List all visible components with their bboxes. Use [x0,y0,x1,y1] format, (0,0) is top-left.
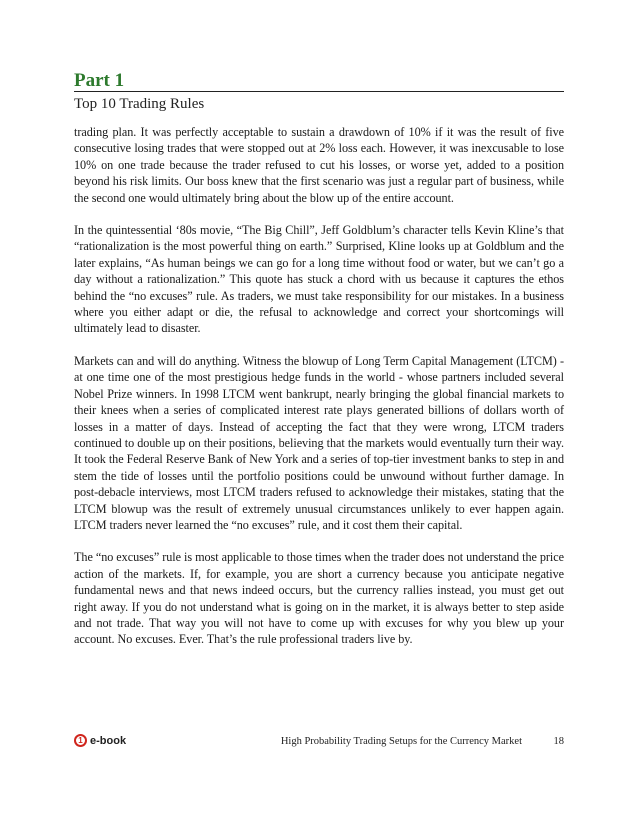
paragraph: The “no excuses” rule is most applicable to those times when the trader does not understand the price action of the markets. If, for example, you are short a currency because you anticipate negative fundamental news and that news indeed occurs, but the currency rallies instead, you must get out right away. If you do not understand what is going on in the market, it is always better to step aside and not trade. That way you will not have to come up with excuses for why you blew up your account. No excuses. Ever. That’s the rule professional traders live by. [74,550,564,647]
ebook-logo-text: e-book [90,734,127,747]
chapter-title: Top 10 Trading Rules [74,96,205,112]
page-header [74,71,564,113]
paragraph: In the quintessential ‘80s movie, “The Big Chill”, Jeff Goldblum’s character tells Kevin Kline’s that “rationalization is the most powerful thing on earth.” Surprised, Kline looks up at Goldblum and the later explains, “As human beings we can go for a long time without food or water, but we can’t go a day without a rationalization.” This quote has stuck a chord with us because it captures the ethos behind the “no excuses” rule. As traders, we must take responsibility for our mistakes. In a business where you either adapt or die, the refusal to acknowledge and correct your shortcomings will ultimately lead to disaster. [74,223,564,336]
book-title: High Probability Trading Setups for the Currency Market [280,736,522,747]
body-text [74,124,564,664]
part-title: Part 1 [74,70,125,91]
paragraph: trading plan. It was perfectly acceptable to sustain a drawdown of 10% if it was the result of five consecutive losing trades that were stopped out at 2% loss each. However, it was inexcusable to lose 10% on one trade because the trader refused to cut his losses, or worse yet, added to a position beyond his risk limits. Our boss knew that the first scenario was just a regular part of business, while the second one would ultimately bring about the blow up of the entire account. [74,125,564,205]
ebook-logo [74,734,126,747]
page-number: 18 [553,736,564,747]
page-footer [74,733,564,753]
paragraph: Markets can and will do anything. Witness the blowup of Long Term Capital Management (LTCM) - at one time one of the most prestigious hedge funds in the world - whose partners included several Nobel Prize winners. In 1998 LTCM went bankrupt, nearly bringing the global financial markets to their knees when a series of complicated interest rate plays generated billions of dollars worth of losses in a matter of days. Instead of accepting the fact that they were wrong, LTCM traders continued to double up on their positions, believing that the markets would eventually turn their way. It took the Federal Reserve Bank of New York and a series of top-tier investment banks to step in and stem the tide of losses until the portfolio positions could be unwound without further damage. In post-debacle interviews, most LTCM traders refused to acknowledge their mistakes, stating that the LTCM blowup was the result of extremely unusual circumstances unlikely to ever happen again. LTCM traders never learned the “no excuses” rule, and it cost them their capital. [74,353,564,532]
ebook-logo-icon: 1 [74,734,87,747]
header-divider [74,91,564,92]
